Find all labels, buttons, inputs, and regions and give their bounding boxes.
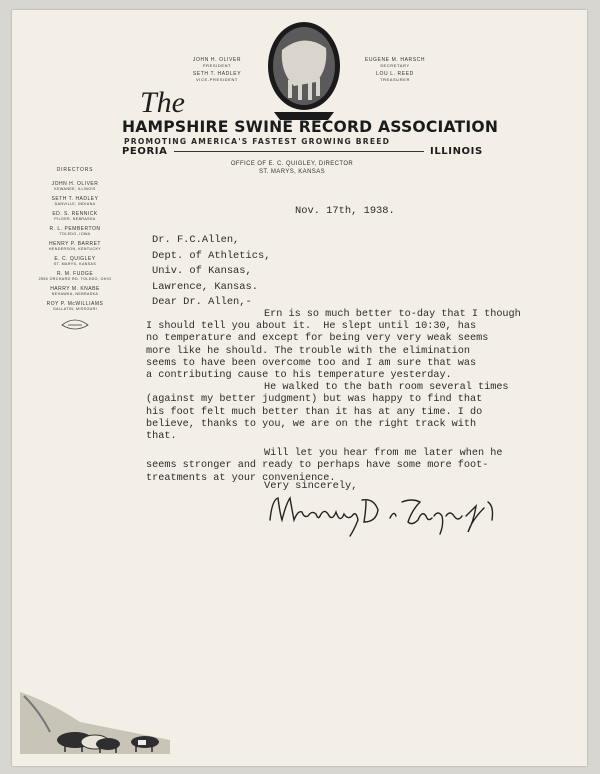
directors-list (30, 168, 120, 336)
director-place: 2550 ORCHARD RD. TOLEDO, OHIO (38, 277, 112, 281)
salutation: Dear Dr. Allen,- (152, 296, 252, 308)
office-line: OFFICE OF E. C. QUIGLEY, DIRECTOR ST. MARYS, KANSAS (230, 161, 354, 175)
director-name: R. L. PEMBERTON (49, 226, 101, 232)
director-place: ST. MARYS, KANSAS (53, 262, 97, 266)
city-right: ILLINOIS (430, 146, 483, 157)
recipient-city: Lawrence, Kansas. (152, 280, 259, 293)
director-entry (30, 272, 120, 282)
director-entry (30, 257, 120, 267)
letter-body: Ern is so much better to-day that I though I should tell you about it. He slept until 10:30, has no temperature and except for being very very weak seems more like he should. The trouble with the elimination seems to have been overcome too and I am sure that was a contributing cause to his temperature yesterday. He walked to the bath room several times (against my better judgment) but was happy to find that his foot felt much better than it has at any time. I do believe, thanks to you, we are on the right track with that. Will let you hear from me later when he seems stronger and ready to perhaps have some more foot- treatments at your convenience. (146, 309, 521, 484)
letterhead-the: The (140, 86, 185, 119)
directors-flourish-icon (30, 317, 120, 331)
city-left: PEORIA (122, 146, 168, 157)
director-name: R. M. FUDGE (56, 271, 94, 277)
letter-sheet (12, 10, 587, 766)
director-name: HARRY M. KNABE (50, 286, 100, 292)
tagline: PROMOTING AMERICA'S FASTEST GROWING BREED (124, 137, 391, 146)
header-rule (174, 151, 424, 152)
recipient-univ: Univ. of Kansas, (152, 265, 252, 277)
officer-secretary: EUGENE M. HARSCH SECRETARY (364, 57, 426, 68)
recipient-name: Dr. F.C.Allen, (152, 234, 240, 246)
director-place: KEWANEE, ILLINOIS (54, 187, 96, 191)
director-entry (30, 242, 120, 252)
director-entry (30, 287, 120, 297)
director-entry (30, 182, 120, 192)
director-name: SETH T. HADLEY (51, 196, 99, 202)
director-name: E. C. QUIGLEY (54, 256, 96, 262)
director-entry (30, 197, 120, 207)
directors-heading: DIRECTORS (56, 167, 94, 173)
officer-vice-president: SETH T. HADLEY VICE-PRESIDENT (192, 71, 242, 82)
director-place: NEHAWKA, NEBRASKA (51, 292, 99, 296)
director-place: GALLATIN, MISSOURI (52, 307, 98, 311)
director-place: TOLEDO, IOWA (59, 232, 91, 236)
closing: Very sincerely, (264, 480, 358, 492)
director-place: HENDERSON, KENTUCKY (48, 247, 102, 251)
pigs-engraving-image (20, 682, 170, 754)
signature-image (262, 480, 502, 542)
recipient-address (152, 233, 270, 311)
director-name: ROY P. McWILLIAMS (46, 301, 104, 307)
letter-date: Nov. 17th, 1938. (295, 205, 395, 217)
director-name: JOHN H. OLIVER (51, 181, 99, 187)
director-place: PILGER, NEBRASKA (54, 217, 96, 221)
officer-treasurer: LOU L. REED TREASURER (376, 71, 414, 82)
director-entry (30, 212, 120, 222)
director-place: DANVILLE, INDIANA (54, 202, 96, 206)
director-name: ED. S. RENNICK (52, 211, 98, 217)
director-entry (30, 227, 120, 237)
director-name: HENRY P. BARRET (49, 241, 101, 247)
hog-emblem-image (264, 20, 344, 126)
recipient-dept: Dept. of Athletics, (152, 249, 271, 262)
director-entry (30, 302, 120, 312)
officer-president: JOHN H. OLIVER PRESIDENT (192, 57, 242, 68)
association-name: HAMPSHIRE SWINE RECORD ASSOCIATION (122, 118, 499, 136)
